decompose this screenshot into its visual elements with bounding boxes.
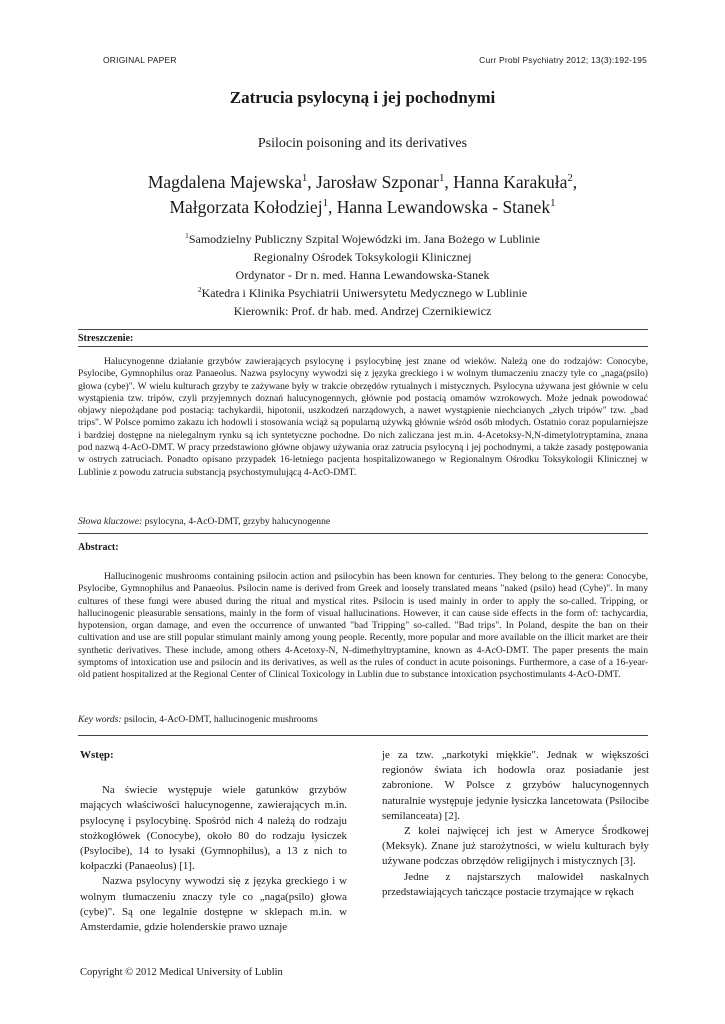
author-separator: ,: [444, 172, 454, 192]
keywords-english: [78, 714, 318, 725]
divider: [78, 533, 648, 534]
divider: [78, 735, 648, 736]
body-paragraph: Nazwa psylocyny wywodzi się z języka greckiego i w wolnym tłumaczeniu znaczy tyle co „naga(psilo) głowa (cybe)". Są one legalnie dostępne w sklepach m.in. w Amsterdamie, gdzie holenderskie prawo uznaje: [80, 875, 347, 934]
author-line-1: [0, 170, 725, 195]
author-separator: ,: [327, 197, 337, 217]
affiliation-line: $^1$Samodzielny Publiczny Szpital Wojewódzki im. Jana Bożego w Lublinie: [185, 231, 540, 246]
author-affiliation-mark: 1: [550, 197, 556, 210]
streszczenie-heading: Streszczenie:: [78, 333, 134, 344]
article-title-polish: Zatrucia psylocyną i jej pochodnymi: [229, 88, 496, 107]
body-column-right: [382, 748, 649, 900]
author-name: Jarosław Szponar: [316, 172, 439, 192]
affiliation-block: [0, 230, 725, 320]
affiliation-mark: 1: [185, 231, 189, 240]
author-separator: ,: [572, 172, 578, 192]
author-name: Hanna Lewandowska - Stanek: [336, 197, 551, 217]
author-affiliation-mark: 1: [322, 197, 328, 210]
keywords-label: Słowa kluczowe:: [78, 516, 143, 527]
copyright-footer: Copyright © 2012 Medical University of Lublin: [80, 967, 283, 978]
section-heading-wstep: Wstęp:: [80, 749, 114, 761]
affiliation-line: Regionalny Ośrodek Toksykologii Klinicznej: [253, 250, 472, 264]
body-paragraph: Jedne z najstarszych malowideł naskalnych przedstawiających tańczące postacie trzymające w rękach: [382, 870, 649, 898]
author-separator: ,: [307, 172, 317, 192]
author-name: Hanna Karakuła: [453, 172, 568, 192]
author-name: Magdalena Majewska: [147, 172, 302, 192]
abstract-text: Hallucinogenic mushrooms containing psilocin action and psilocybin has been known for centuries. They belong to the genera: Conocybe, Psylocibe, Gymnophilus and Panaeolus. Psilocin name is derived from Greek and loosely translated means "naked (psilo) head (Cybe)". In many cultures of these fungi were abused during the ritual and mystical rites. Psilocin is used mainly in order to apply the so-called. Tripping, or hallucinogenic pleasurable sensations, mainly in the form of visual hallucinations. However, it can cause side effects in the form of: tachycardia, hypotension, organ damage, and even the occurrence of unwanted "bad Tripping" so-called. "Bad trips". In Poland, despite the ban on their cultivation and use are still popular stimulant mainly among young people. Recently, more popular and more available on the illicit market are their synthetic derivatives. These include, among others 4-Acetoxy-N, N-dimethyltryptamine, known as 4-AcO-DMT. The paper presents the main symptoms of intoxication use and psilocin and its derivatives, as well as the rules of conduct in acute poisonings. Furthermore, a case of a 16-year-old patient hospitalized at the Regional Center of Clinical Toxicology in Lublin due to substance intoxication psychostimulants 4-AcO-DMT.: [78, 571, 648, 681]
journal-citation: Curr Probl Psychiatry 2012; 13(3):192-195: [479, 55, 647, 65]
article-title-english: Psilocin poisoning and its derivatives: [257, 136, 468, 151]
keywords-value: psylocyna, 4-AcO-DMT, grzyby halucynogenne: [142, 516, 331, 527]
author-line-2: [0, 195, 725, 220]
body-paragraph: je za tzw. „narkotyki miękkie". Jednak w większości regionów świata ich hodowla oraz posiadanie jest zabronione. W Polsce z grzybów halucynogennych naturalnie występuje jedynie łysiczka lancetowata (Psilocibe semilanceata) [2].: [382, 749, 649, 822]
keywords-value: psilocin, 4-AcO-DMT, hallucinogenic mushrooms: [121, 714, 318, 725]
body-paragraph: Z kolei najwięcej ich jest w Ameryce Środkowej (Meksyk). Znane już starożytności, w wielu kulturach były używane podczas obrzędów religijnych i mistycznych [3].: [382, 825, 649, 868]
author-name: Małgorzata Kołodziej: [169, 197, 323, 217]
divider: [78, 346, 648, 347]
author-affiliation-mark: 1: [301, 172, 308, 185]
streszczenie-text: Halucynogenne działanie grzybów zawierających psylocynę i psylocybinę jest znane od wieków. Należą one do rodzajów: Conocybe, Psylocibe, Gymnophilus oraz Panaeolus. Nazwa psylocyny wywodzi się z języka greckiego i w wolnym tłumaczeniu znaczy tyle co „naga(psilo) głowa (cybe)". W wielu kulturach grzyby te zażywane były w trakcie obrzędów rytualnych i mistycznych. Psylocyna używana jest głównie w celu wystąpienia tzw. tripów, czyli przyjemnych doznań halucynogennych, głównie pod postacią omamów wzrokowych. Może jednak powodować objawy niepożądane pod postacią: tachykardii, hipotonii, uszkodzeń narządowych, a nawet wystąpienie niechcianych „złych tripów" tzw. „bad trips". W Polsce pomimo zakazu ich hodowli i stosowania wciąż są popularną używką głównie wśród osób młodych. Ostatnio coraz popularniejsze i bardziej dostępne na nielegalnym rynku są ich syntetyczne pochodne. Do nich zaliczana jest m.in. 4-Acetoksy-N,N-dimetylotryptamina, znana pod nazwą 4-AcO-DMT. W pracy przedstawiono główne objawy używania oraz zatrucia psylocyną i jej pochodnymi, a także zasady postępowania w ostrych zatruciach. Ponadto opisano przypadek 16-letniego pacjenta hospitalizowanego w Regionalnym Ośrodku Toksykologii Klinicznej w Lublinie z powodu zatrucia substancją psychostymulującą 4-AcO-DMT.: [78, 356, 648, 478]
author-affiliation-mark: 1: [439, 172, 445, 185]
keywords-label: Key words:: [78, 714, 122, 725]
keywords-polish: [78, 516, 330, 527]
author-list: [0, 170, 725, 220]
abstract-heading: Abstract:: [78, 542, 119, 553]
affiliation-line: Kierownik: Prof. dr hab. med. Andrzej Czernikiewicz: [233, 304, 492, 318]
journal-section-label: ORIGINAL PAPER: [103, 55, 177, 65]
body-paragraph: Na świecie występuje wiele gatunków grzybów mających właściwości halucynogenne, zawierających m.in. psylocynę i psylocybinę. Spośród nich 4 należą do rodzaju stożkogłówek (Conocybe), około 80 do rodzaju łysiczek (Psylocibe), 14 to łysaki (Gymnophilus), a 13 z nich to kołpaczki (Panaeolus) [1].: [80, 784, 347, 873]
affiliation-line: Ordynator - Dr n. med. Hanna Lewandowska-Stanek: [235, 268, 490, 282]
body-column-left: [80, 748, 347, 935]
author-affiliation-mark: 2: [567, 172, 573, 185]
divider: [78, 329, 648, 330]
affiliation-mark: 2: [197, 285, 202, 294]
affiliation-line: $^2$Katedra i Klinika Psychiatrii Uniwersytetu Medycznego w Lublinie: [197, 285, 528, 300]
